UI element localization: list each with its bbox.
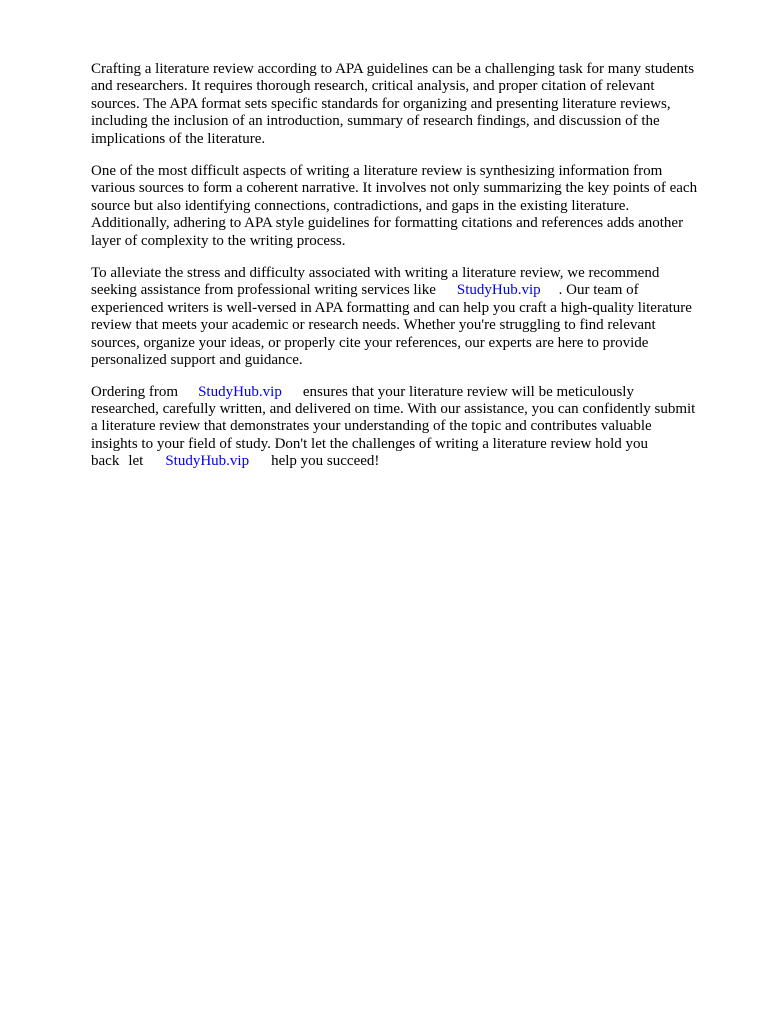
text-fragment: seeking assistance from professional writing services like — [91, 282, 436, 299]
text-line: sources. The APA format sets specific standards for organizing and presenting literature reviews, — [91, 95, 671, 112]
paragraph-ordering — [91, 384, 721, 471]
text-line: a literature review that demonstrates your understanding of the topic and contributes valuable — [91, 418, 652, 435]
paragraph-difficulty — [91, 163, 721, 250]
text-line: experienced writers is well-versed in APA formatting and can help you craft a high-quality literature — [91, 299, 692, 316]
text-line: sources, organize your ideas, or properly cite your references, our experts are here to provide — [91, 334, 649, 351]
text-line: implications of the literature. — [91, 130, 266, 147]
paragraph-intro — [91, 61, 721, 148]
text-line: Crafting a literature review according to APA guidelines can be a challenging task for many students — [91, 61, 695, 77]
text-fragment: . Our team of — [558, 282, 639, 299]
text-line: insights to your field of study. Don't let the challenges of writing a literature review hold you — [91, 435, 649, 452]
text-fragment: Ordering from — [91, 383, 179, 400]
text-fragment: let — [128, 453, 144, 470]
text-line: including the inclusion of an introduction, summary of research findings, and discussion of the — [91, 113, 660, 130]
text-line: various sources to form a coherent narrative. It involves not only summarizing the key points of each — [91, 180, 698, 197]
text-line: One of the most difficult aspects of writing a literature review is synthesizing information from — [91, 163, 663, 180]
text-line — [91, 453, 721, 470]
text-line — [91, 384, 721, 401]
text-line: layer of complexity to the writing process. — [91, 232, 346, 249]
text-line: researched, carefully written, and delivered on time. With our assistance, you can confidently submit — [91, 400, 696, 417]
text-fragment: ensures that your literature review will be meticulously — [302, 383, 634, 400]
text-fragment: help you succeed! — [271, 453, 380, 470]
text-line: source but also identifying connections, contradictions, and gaps in the existing literature. — [91, 197, 630, 214]
text-line: review that meets your academic or research needs. Whether you're struggling to find relevant — [91, 317, 656, 334]
text-line: and researchers. It requires thorough research, critical analysis, and proper citation of relevant — [91, 78, 655, 95]
text-line: personalized support and guidance. — [91, 352, 303, 369]
text-line — [91, 282, 721, 299]
studyhub-link[interactable]: StudyHub.vip — [456, 282, 541, 299]
text-fragment: back — [91, 453, 120, 470]
studyhub-link[interactable]: StudyHub.vip — [165, 453, 250, 470]
text-line: Additionally, adhering to APA style guidelines for formatting citations and references adds another — [91, 215, 684, 232]
paragraph-recommendation — [91, 265, 721, 369]
studyhub-link[interactable]: StudyHub.vip — [198, 383, 282, 400]
document-page — [91, 61, 721, 471]
text-line: To alleviate the stress and difficulty associated with writing a literature review, we recommend — [91, 265, 660, 282]
